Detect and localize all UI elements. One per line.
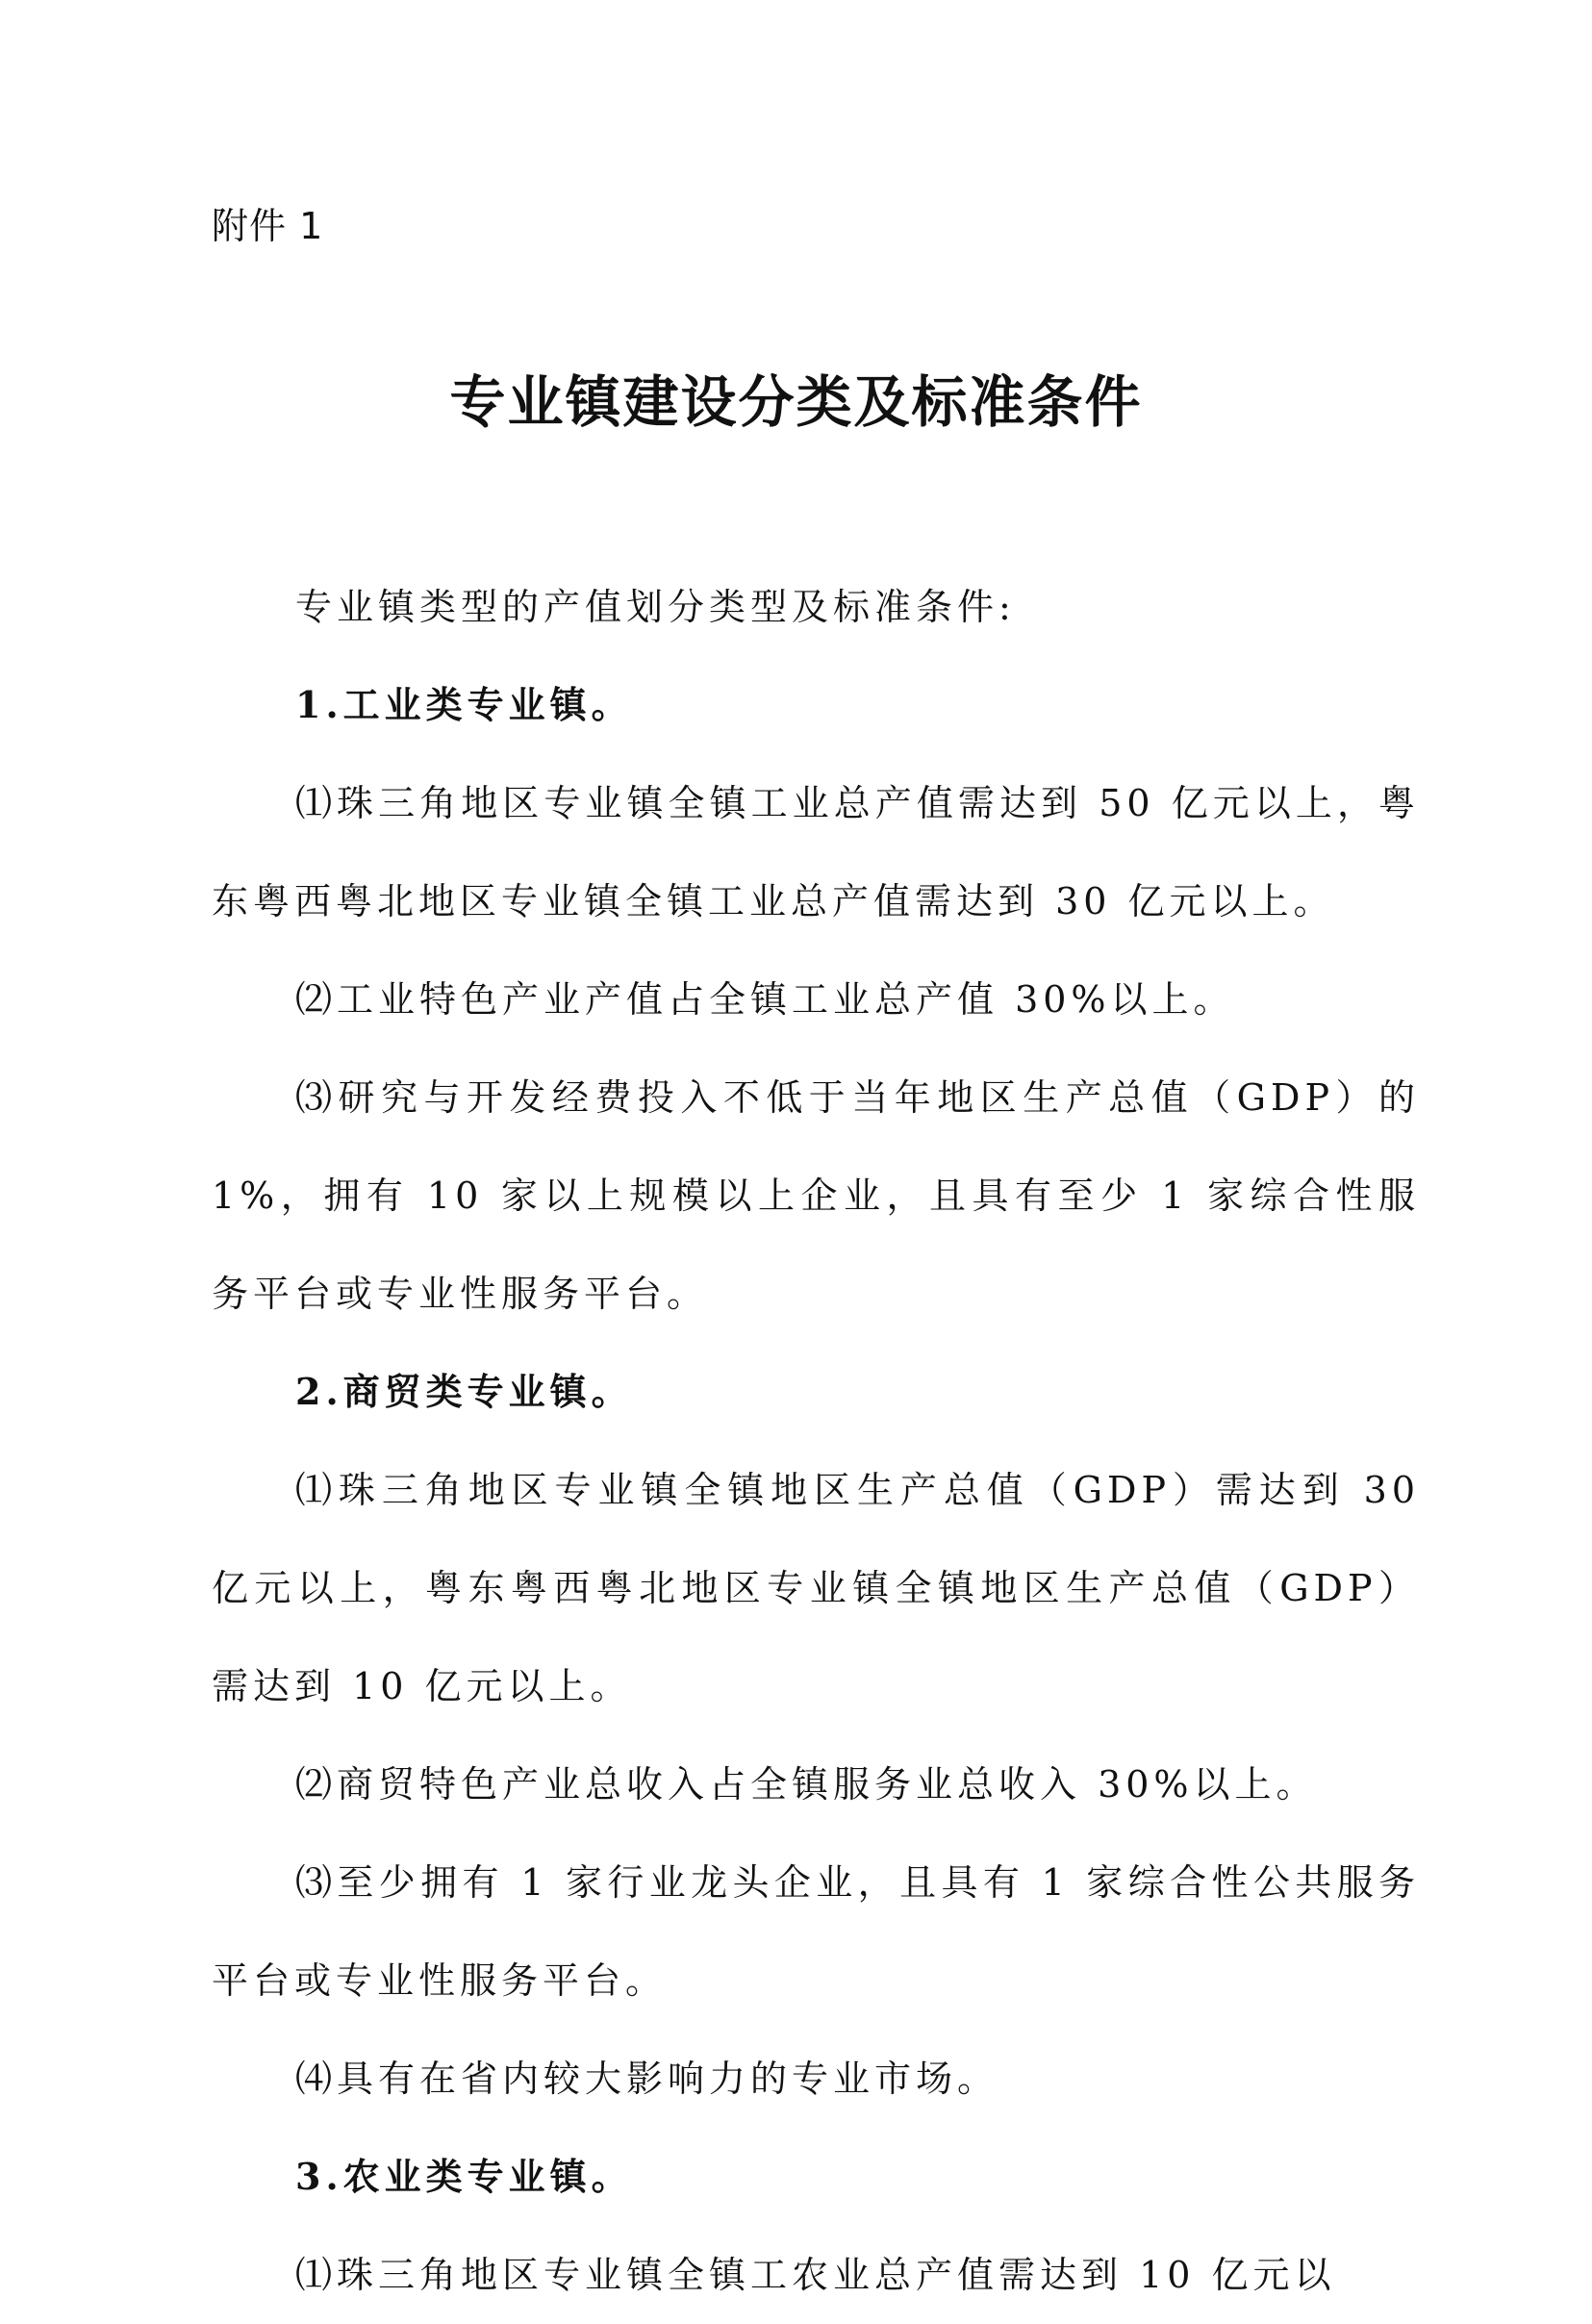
commerce-condition-1: ⑴珠三角地区专业镇全镇地区生产总值（GDP）需达到 30 亿元以上，粤东粤西粤北地区专业镇全镇地区生产总值（GDP）需达到 10 亿元以上。 xyxy=(212,1469,1420,1707)
intro-paragraph: 专业镇类型的产值划分类型及标准条件: xyxy=(295,586,1016,628)
attachment-label: 附件 1 xyxy=(212,205,324,247)
commerce-condition-3: ⑶至少拥有 1 家行业龙头企业，且具有 1 家综合性公共服务平台或专业性服务平台。 xyxy=(212,1861,1420,2002)
section-heading-agriculture: 3.农业类专业镇。 xyxy=(295,2155,633,2198)
section-heading-industrial: 1.工业类专业镇。 xyxy=(295,683,633,726)
industrial-condition-1: ⑴珠三角地区专业镇全镇工业总产值需达到 50 亿元以上，粤东粤西粤北地区专业镇全镇工业总产值需达到 30 亿元以上。 xyxy=(212,782,1420,922)
agriculture-condition-1: ⑴珠三角地区专业镇全镇工农业总产值需达到 10 亿元以 xyxy=(295,2254,1336,2296)
document-title: 专业镇建设分类及标准条件 xyxy=(449,369,1143,435)
commerce-condition-2: ⑵商贸特色产业总收入占全镇服务业总收入 30%以上。 xyxy=(295,1763,1318,1806)
commerce-condition-4: ⑷具有在省内较大影响力的专业市场。 xyxy=(295,2058,999,2100)
industrial-condition-3: ⑶研究与开发经费投入不低于当年地区生产总值（GDP）的 1%，拥有 10 家以上规模以上企业，且具有至少 1 家综合性服务平台或专业性服务平台。 xyxy=(212,1076,1420,1315)
document-body xyxy=(212,558,1420,2324)
industrial-condition-2: ⑵工业特色产业产值占全镇工业总产值 30%以上。 xyxy=(295,978,1235,1021)
section-heading-commerce: 2.商贸类专业镇。 xyxy=(295,1370,633,1413)
